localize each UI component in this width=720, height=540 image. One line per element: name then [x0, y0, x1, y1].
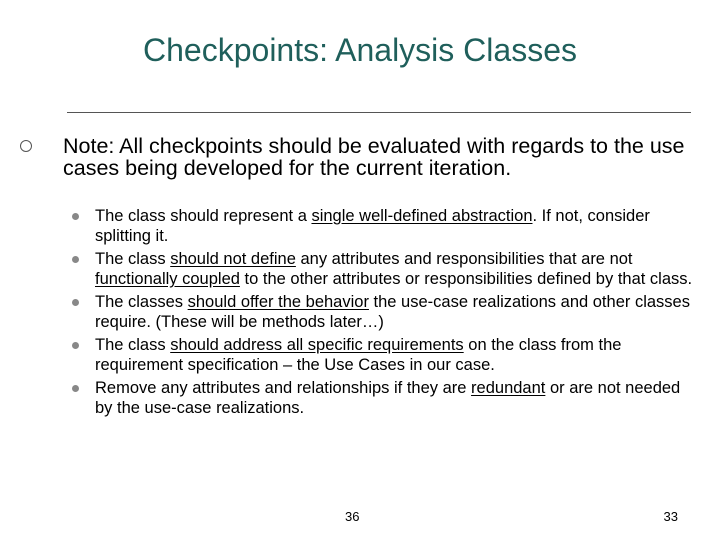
underlined-phrase: should offer the behavior	[187, 293, 369, 311]
bullet-dot-icon	[72, 385, 79, 392]
main-point-lead: Note	[63, 134, 109, 158]
checkpoint-text: The class should represent a	[95, 207, 312, 225]
checkpoint-text: The classes	[95, 293, 188, 311]
bullet-dot-icon	[72, 299, 79, 306]
main-point	[63, 136, 703, 179]
underlined-phrase: single well-defined abstraction	[311, 207, 533, 225]
checkpoint-list	[70, 206, 700, 421]
bullet-dot-icon	[72, 342, 79, 349]
checkpoint-text: to the other attributes or responsibilities defined by that class.	[239, 270, 693, 288]
checkpoint-item	[70, 206, 700, 246]
page-number-right: 33	[663, 509, 678, 524]
underlined-phrase: should address all specific requirements	[170, 336, 464, 354]
underlined-phrase: should not define	[170, 250, 296, 268]
page-number-center: 36	[345, 509, 360, 524]
checkpoint-text: . If not, consider splitting it.	[95, 207, 650, 245]
checkpoint-text: Remove any attributes and relationships if they are	[95, 379, 472, 397]
slide-title: Checkpoints: Analysis Classes	[143, 32, 577, 68]
checkpoint-text: or are not needed by the use-case realizations.	[95, 379, 681, 417]
checkpoint-text: any attributes and responsibilities that are not	[295, 250, 633, 268]
checkpoint-item	[70, 292, 700, 332]
title-divider	[67, 112, 691, 113]
checkpoint-item	[70, 249, 700, 289]
checkpoint-item	[70, 378, 700, 418]
underlined-phrase: functionally coupled	[95, 270, 240, 288]
checkpoint-item	[70, 335, 700, 375]
checkpoint-text: on the class from the requirement specification – the Use Cases in our case.	[95, 336, 622, 374]
bullet-dot-icon	[72, 256, 79, 263]
main-point-text: : All checkpoints should be evaluated with regards to the use cases being developed for the current iteration.	[63, 134, 685, 180]
checkpoint-text: The class	[95, 250, 171, 268]
bullet-dot-icon	[72, 213, 79, 220]
checkpoint-text: the use-case realizations and other classes require. (These will be methods later…)	[95, 293, 690, 331]
checkpoint-text: The class	[95, 336, 171, 354]
underlined-phrase: redundant	[471, 379, 546, 397]
hollow-circle-bullet-icon	[20, 140, 32, 152]
